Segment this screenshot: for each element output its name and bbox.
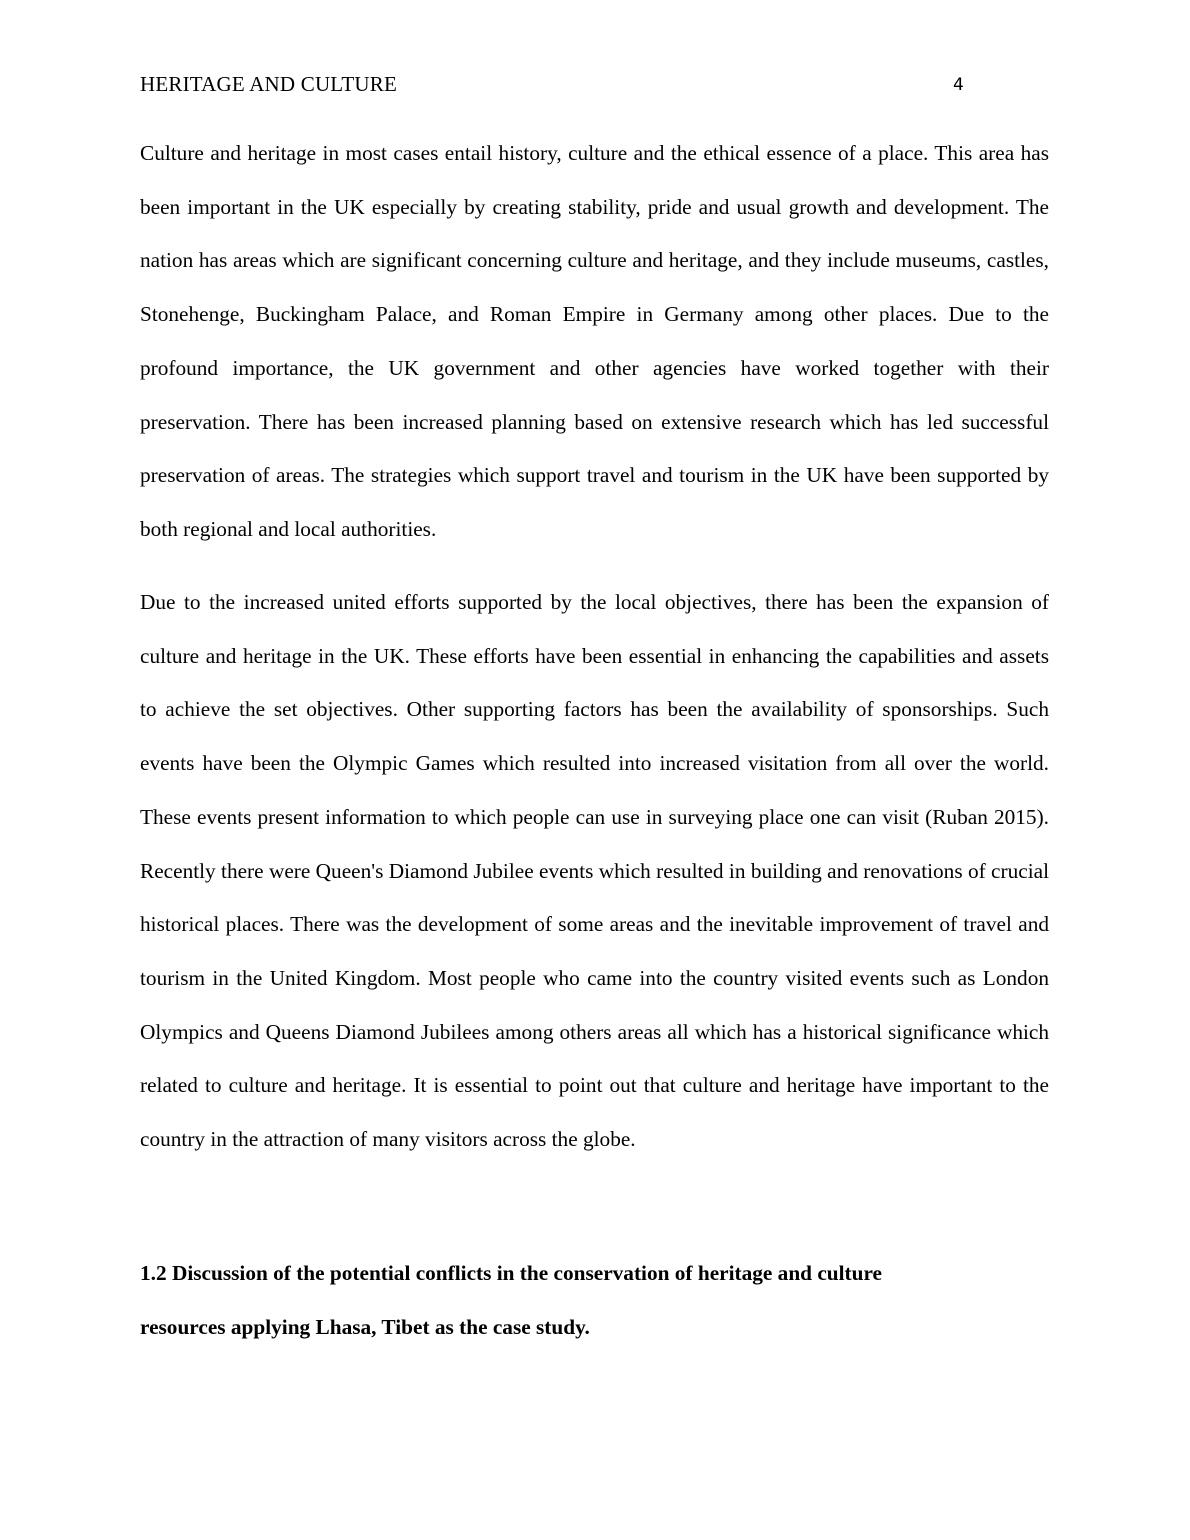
section-heading <box>140 1247 1049 1354</box>
page-number: 4 <box>953 75 964 95</box>
section-heading-line-1: 1.2 Discussion of the potential conflicts in the conservation of heritage and culture <box>140 1261 883 1285</box>
paragraph-1: Culture and heritage in most cases entail history, culture and the ethical essence of a place. This area has been important in the UK especially by creating stability, pride and usual growth and development. The nation has areas which are significant concerning culture and heritage, and they include museums, castles, Stonehenge, Buckingham Palace, and Roman Empire in Germany among other places. Due to the profound importance, the UK government and other agencies have worked together with their preservation. There has been increased planning based on extensive research which has led successful preservation of areas. The strategies which support travel and tourism in the UK have been supported by both regional and local authorities. <box>140 141 1049 541</box>
running-head: HERITAGE AND CULTURE <box>140 72 398 96</box>
paragraph-2: Due to the increased united efforts supported by the local objectives, there has been the expansion of culture and heritage in the UK. These efforts have been essential in enhancing the capabilities and assets to achieve the set objectives. Other supporting factors has been the availability of sponsorships. Such events have been the Olympic Games which resulted into increased visitation from all over the world. These events present information to which people can use in surveying place one can visit (Ruban 2015). Recently there were Queen's Diamond Jubilee events which resulted in building and renovations of crucial historical places. There was the development of some areas and the inevitable improvement of travel and tourism in the United Kingdom. Most people who came into the country visited events such as London Olympics and Queens Diamond Jubilees among others areas all which has a historical significance which related to culture and heritage. It is essential to point out that culture and heritage have important to the country in the attraction of many visitors across the globe. <box>140 590 1049 1152</box>
section-heading-line-2: resources applying Lhasa, Tibet as the case study. <box>140 1314 590 1339</box>
